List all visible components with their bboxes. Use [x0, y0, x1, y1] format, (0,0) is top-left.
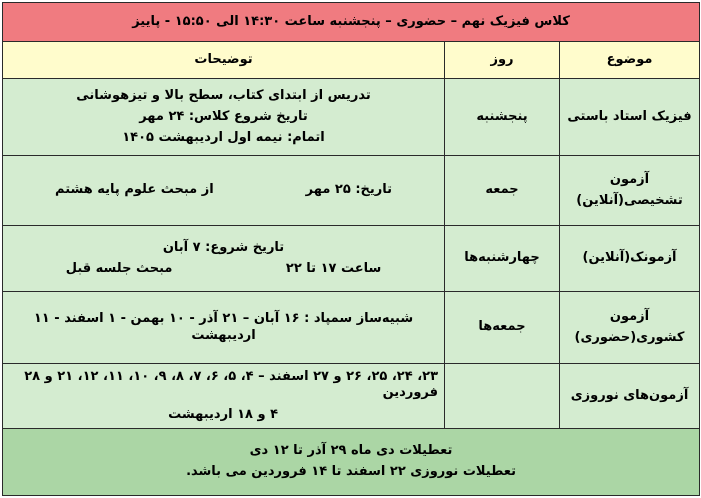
- topic-line: تشخیصی(آنلاین): [576, 193, 683, 208]
- header-topic: موضوع: [560, 42, 700, 79]
- table-title: [3, 3, 700, 42]
- holidays-line: تعطیلات دی ماه ۲۹ آذر تا ۱۲ دی: [249, 443, 453, 459]
- topic-line: کشوری(حضوری): [574, 330, 685, 345]
- table-title-text: کلاس فیزیک نهم – حضوری – پنجشنبه ساعت ۱۴:۳۰ الی ۱۵:۵۰ - پاییز: [132, 13, 570, 29]
- description-part: تاریخ: ۲۵ مهر: [305, 182, 393, 198]
- description-cell: [3, 226, 445, 292]
- description-line: تاریخ شروع کلاس: ۲۴ مهر: [139, 108, 308, 124]
- topic-cell: فیزیک استاد باستی: [560, 79, 700, 156]
- description-line: اتمام: نیمه اول اردیبهشت ۱۴۰۵: [122, 130, 325, 146]
- day-cell: جمعه: [445, 156, 560, 226]
- description-line: تدریس از ابتدای کتاب، سطح بالا و تیزهوشانی: [76, 87, 371, 103]
- table-row: [3, 364, 700, 429]
- header-day: روز: [445, 42, 560, 79]
- description-part: مبحث جلسه قبل: [65, 261, 173, 276]
- description-part: ساعت ۱۷ تا ۲۲: [285, 261, 382, 276]
- description-cell: [3, 79, 445, 156]
- description-line: ۴ و ۱۸ اردیبهشت: [168, 406, 279, 422]
- topic-cell: [560, 156, 700, 226]
- description-part: از مبحث علوم پایه هشتم: [55, 182, 214, 198]
- day-cell: چهارشنبه‌ها: [445, 226, 560, 292]
- description-cell: [3, 292, 445, 364]
- description-part: تاریخ شروع: ۷ آبان: [162, 239, 285, 255]
- topic-cell: آزمونک(آنلاین): [560, 226, 700, 292]
- holidays-line: تعطیلات نوروزی ۲۲ اسفند تا ۱۴ فروردین می باشد.: [186, 464, 516, 480]
- table-row: [3, 226, 700, 292]
- topic-line: آزمون: [609, 308, 650, 324]
- header-description: توضیحات: [3, 42, 445, 79]
- holidays-note: [3, 428, 700, 495]
- title-row: [3, 3, 700, 42]
- table-row: [3, 156, 700, 226]
- description-line: شبیه‌ساز سمپاد : ۱۶ آبان – ۲۱ آذر - ۱۰ بهمن - ۱ اسفند - ۱۱ اردیبهشت: [33, 311, 414, 343]
- topic-cell: آزمون‌های نوروزی: [560, 364, 700, 429]
- description-line: ۲۳، ۲۴، ۲۵، ۲۶ و ۲۷ اسفند – ۴، ۵، ۶، ۷، ۸، ۹، ۱۰، ۱۱، ۱۲، ۲۱ و ۲۸ فروردین: [24, 369, 439, 401]
- header-row: [3, 42, 700, 79]
- description-cell: [3, 364, 445, 429]
- footer-row: [3, 428, 700, 495]
- topic-line: آزمون: [609, 171, 650, 187]
- day-cell: [445, 364, 560, 429]
- day-cell: جمعه‌ها: [445, 292, 560, 364]
- table-row: [3, 292, 700, 364]
- schedule-table: [2, 2, 700, 496]
- day-cell: پنجشنبه: [445, 79, 560, 156]
- table-row: [3, 79, 700, 156]
- description-cell: [3, 156, 445, 226]
- topic-cell: [560, 292, 700, 364]
